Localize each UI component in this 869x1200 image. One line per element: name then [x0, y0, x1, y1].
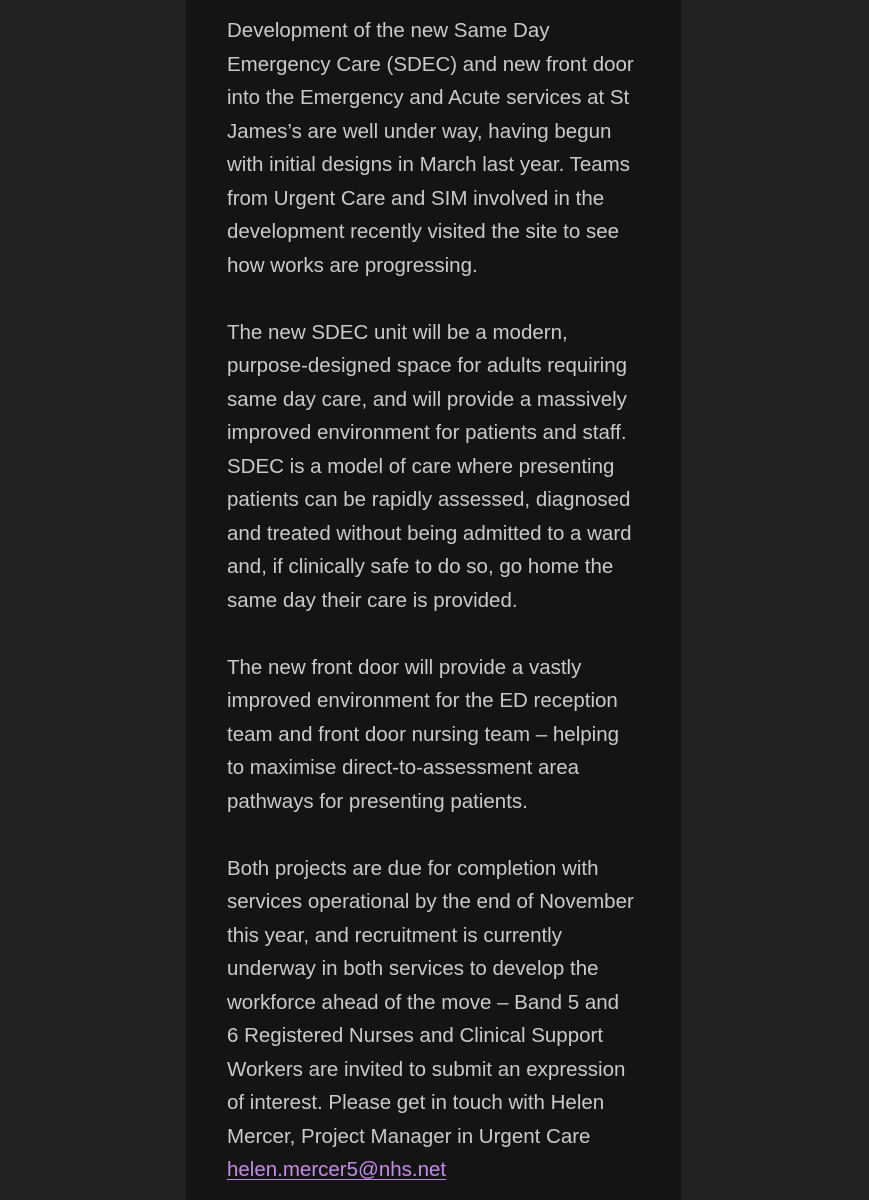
paragraph-sdec-unit: The new SDEC unit will be a modern, purpose-designed space for adults requiring same day care, and will provide a massively improved environment for patients and staff. SDEC is a model of care where presenting patients can be rapidly assessed, diagnosed and treated without being admitted to a ward and, if clinically safe to do so, go home the same day their care is provided. [227, 320, 632, 612]
paragraph-front-door: The new front door will provide a vastly improved environment for the ED reception team and front door nursing team – helping to maximise direct-to-assessment area pathways for presenting patients. [227, 655, 620, 813]
paragraph-completion-recruitment [227, 852, 647, 1187]
paragraph-completion-text: Both projects are due for completion with services operational by the end of November this year, and recruitment is currently underway in both services to develop the workforce ahead of the move – Band 5 and 6 Registered Nurses and Clinical Support Workers are invited to submit an expression of interest. Please get in touch with Helen Mercer, Project Manager in Urgent Care [227, 856, 634, 1148]
article-column [186, 0, 681, 1200]
paragraph-sdec-development: Development of the new Same Day Emergency Care (SDEC) and new front door into the Emergency and Acute services at St James’s are well under way, having begun with initial designs in March last year. Teams from Urgent Care and SIM involved in the development recently visited the site to see how works are progressing. [227, 19, 634, 277]
article-body [227, 14, 647, 1187]
contact-email-link[interactable]: helen.mercer5@nhs.net [227, 1158, 447, 1181]
